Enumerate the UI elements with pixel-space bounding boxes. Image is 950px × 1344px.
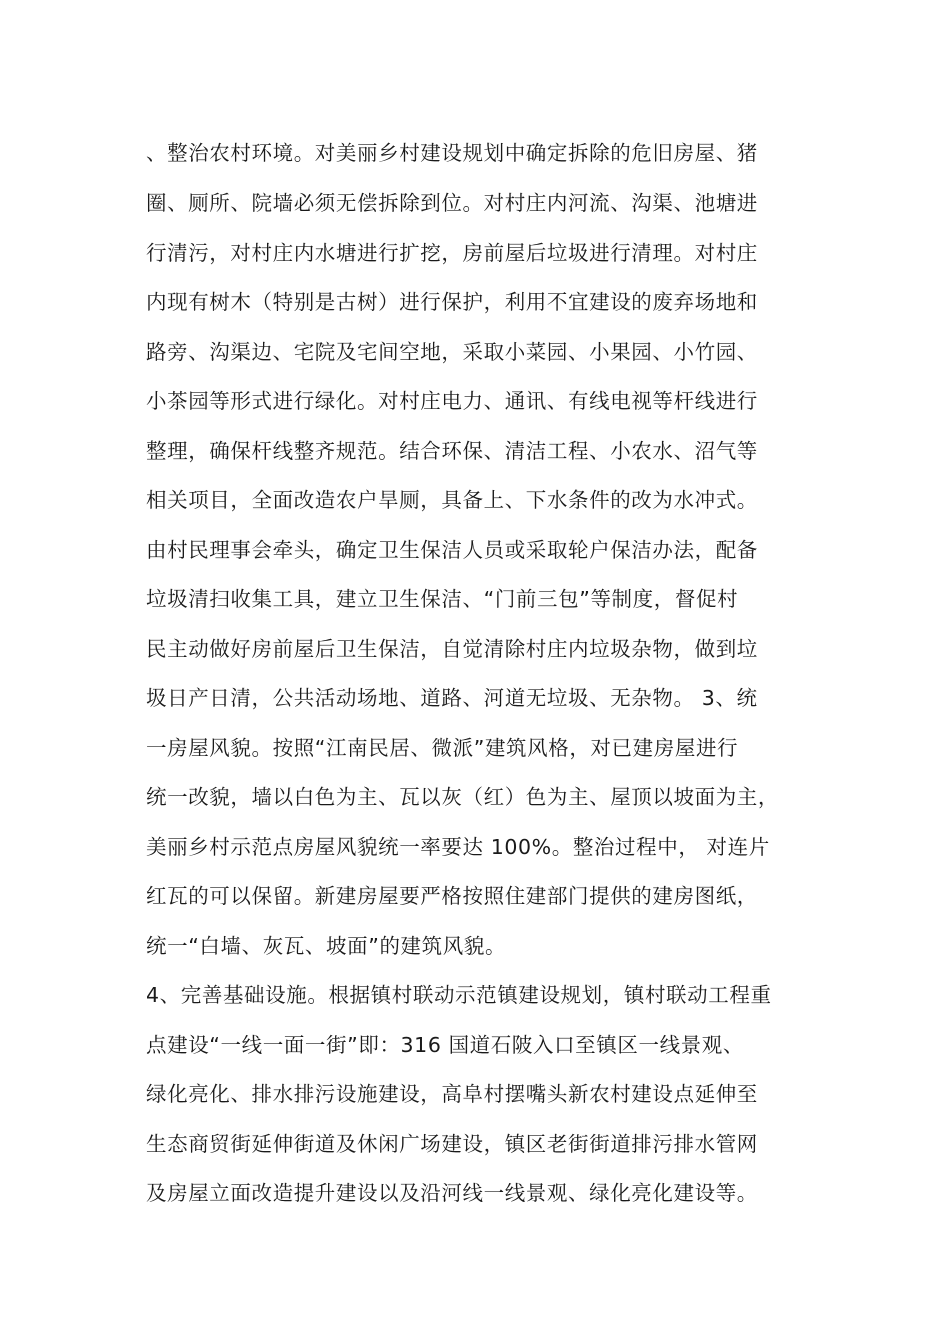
text-line: 、整治农村环境。对美丽乡村建设规划中确定拆除的危旧房屋、猪 [146, 141, 758, 165]
text-line: 相关项目，全面改造农户旱厕，具备上、下水条件的改为水冲式。 [146, 488, 758, 512]
text-line: 点建设“一线一面一街”即：316 国道石陂入口至镇区一线景观、 [146, 1033, 744, 1057]
text-line: 美丽乡村示范点房屋风貌统一率要达 100%。整治过程中， 对连片 [146, 835, 770, 859]
text-line: 行清污，对村庄内水塘进行扩挖，房前屋后垃圾进行清理。对村庄 [146, 241, 758, 265]
text-line: 内现有树木（特别是古树）进行保护，利用不宜建设的废弃场地和 [146, 290, 758, 314]
text-line: 生态商贸街延伸街道及休闲广场建设，镇区老街街道排污排水管网 [146, 1132, 758, 1156]
text-line: 圈、厕所、院墙必须无偿拆除到位。对村庄内河流、沟渠、池塘进 [146, 191, 758, 215]
text-line: 红瓦的可以保留。新建房屋要严格按照住建部门提供的建房图纸， [146, 884, 758, 908]
text-line: 及房屋立面改造提升建设以及沿河线一线景观、绿化亮化建设等。 [146, 1181, 758, 1205]
text-line: 由村民理事会牵头，确定卫生保洁人员或采取轮户保洁办法，配备 [146, 538, 758, 562]
text-line: 绿化亮化、排水排污设施建设，高阜村摆嘴头新农村建设点延伸至 [146, 1082, 758, 1106]
text-line: 统一改貌，墙以白色为主、瓦以灰（红）色为主、屋顶以坡面为主， [146, 785, 779, 809]
text-line: 小茶园等形式进行绿化。对村庄电力、通讯、有线电视等杆线进行 [146, 389, 758, 413]
text-line: 整理，确保杆线整齐规范。结合环保、清洁工程、小农水、沼气等 [146, 439, 758, 463]
text-line: 路旁、沟渠边、宅院及宅间空地，采取小菜园、小果园、小竹园、 [146, 340, 758, 364]
text-line: 4、完善基础设施。根据镇村联动示范镇建设规划，镇村联动工程重 [146, 983, 772, 1007]
text-line: 民主动做好房前屋后卫生保洁，自觉清除村庄内垃圾杂物，做到垃 [146, 637, 758, 661]
text-line: 垃圾清扫收集工具，建立卫生保洁、“门前三包”等制度，督促村 [146, 587, 739, 611]
text-line: 统一“白墙、灰瓦、坡面”的建筑风貌。 [146, 934, 507, 958]
text-line: 一房屋风貌。按照“江南民居、微派”建筑风格，对已建房屋进行 [146, 736, 739, 760]
text-line: 圾日产日清，公共活动场地、道路、河道无垃圾、无杂物。 3、统 [146, 686, 758, 710]
